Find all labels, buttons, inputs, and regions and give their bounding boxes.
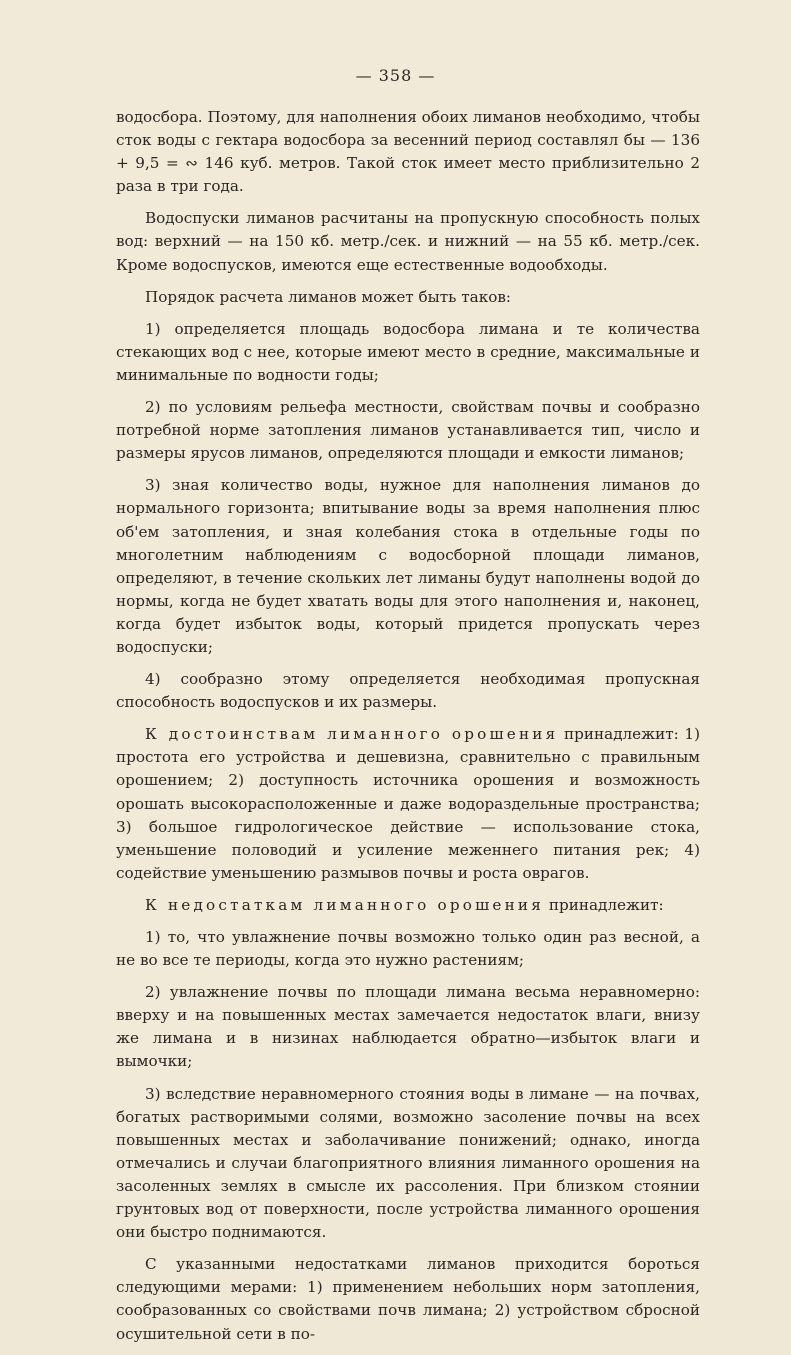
paragraph-remedies: С указанными недостатками лиманов приходится бороться следующими мерами: 1) применением небольших норм затопления, сообразованных со свойствами почв лимана; 2) устройством сбросной осушительной сети в по- <box>116 1255 700 1343</box>
list-item-1: 1) определяется площадь водосбора лимана и те количества стекающих вод с нее, которые имеют место в средние, максимальные и минимальные по водности годы; <box>116 319 700 384</box>
advantages-heading: К достоинствам лиманного орошения <box>145 725 559 744</box>
paragraph-continuation: водосбора. Поэтому, для наполнения обоих лиманов необходимо, чтобы сток воды с гектара водосбора за весенний период составлял бы — 136 + 9,5 = ∾ 146 куб. метров. Такой сток имеет место приблизительно 2 раза в три года. <box>116 108 700 196</box>
disadvantages-text: принадлежит: <box>544 895 664 914</box>
paragraph-advantages <box>116 723 700 885</box>
page-number: — 358 — <box>355 66 436 85</box>
paragraph-calculation-intro: Порядок расчета лиманов может быть таков: <box>145 287 512 306</box>
list-item-3: 3) зная количество воды, нужное для наполнения лиманов до нормального горизонта; впитывание воды за время наполнения плюс об'ем затопления, и зная колебания стока в отдельные годы по многолетним наблюдениям с водосборной площади лиманов, определяют, в течение скольких лет лиманы будут наполнены водой до нормы, когда не будет хватать воды для этого наполнения и, наконец, когда будет избыток воды, который придется пропускать через водоспуски; <box>116 476 700 656</box>
disadvantage-item-3: 3) вследствие неравномерного стояния воды в лимане — на почвах, богатых растворимыми солями, возможно засоление почвы на всех повышенных местах и заболачивание понижений; однако, иногда отмечались и случаи благоприятного влияния лиманного орошения на засоленных землях в смысле их рассоления. При близком стоянии грунтовых вод от поверхности, после устройства лиманного орошения они быстро поднимаются. <box>116 1084 700 1242</box>
disadvantage-item-2: 2) увлажнение почвы по площади лимана весьма неравномерно: вверху и на повышенных местах замечается недостаток влаги, внизу же лимана и в низинах наблюдается обратно—избыток влаги и вымочки; <box>116 983 700 1071</box>
list-item-4: 4) сообразно этому определяется необходимая пропускная способность водоспусков и их размеры. <box>116 670 700 712</box>
advantages-text: принадлежит: 1) простота его устройства и дешевизна, сравнительно с правильным орошением; 2) доступность источника орошения и возможность орошать высокорасположенные и даже водораздельные пространства; 3) большое гидрологическое действие — использование стока, уменьшение половодий и усиление меженнего питания рек; 4) содействие уменьшению размывов почвы и роста оврагов. <box>116 725 700 882</box>
list-item-2: 2) по условиям рельефа местности, свойствам почвы и сообразно потребной норме затопления лиманов устанавливается тип, число и размеры ярусов лиманов, определяются площади и емкости лиманов; <box>116 398 700 463</box>
disadvantages-heading: К недостаткам лиманного орошения <box>145 895 545 914</box>
disadvantage-item-1: 1) то, что увлажнение почвы возможно только один раз весной, а не во все те периоды, когда это нужно растениям; <box>116 928 700 970</box>
body-text <box>116 106 700 1355</box>
paragraph-spillways: Водоспуски лиманов расчитаны на пропускную способность полых вод: верхний — на 150 кб. метр./сек. и нижний — на 55 кб. метр./сек. Кроме водоспусков, имеются еще естественные водообходы. <box>116 209 700 274</box>
paragraph-disadvantages <box>116 894 700 917</box>
